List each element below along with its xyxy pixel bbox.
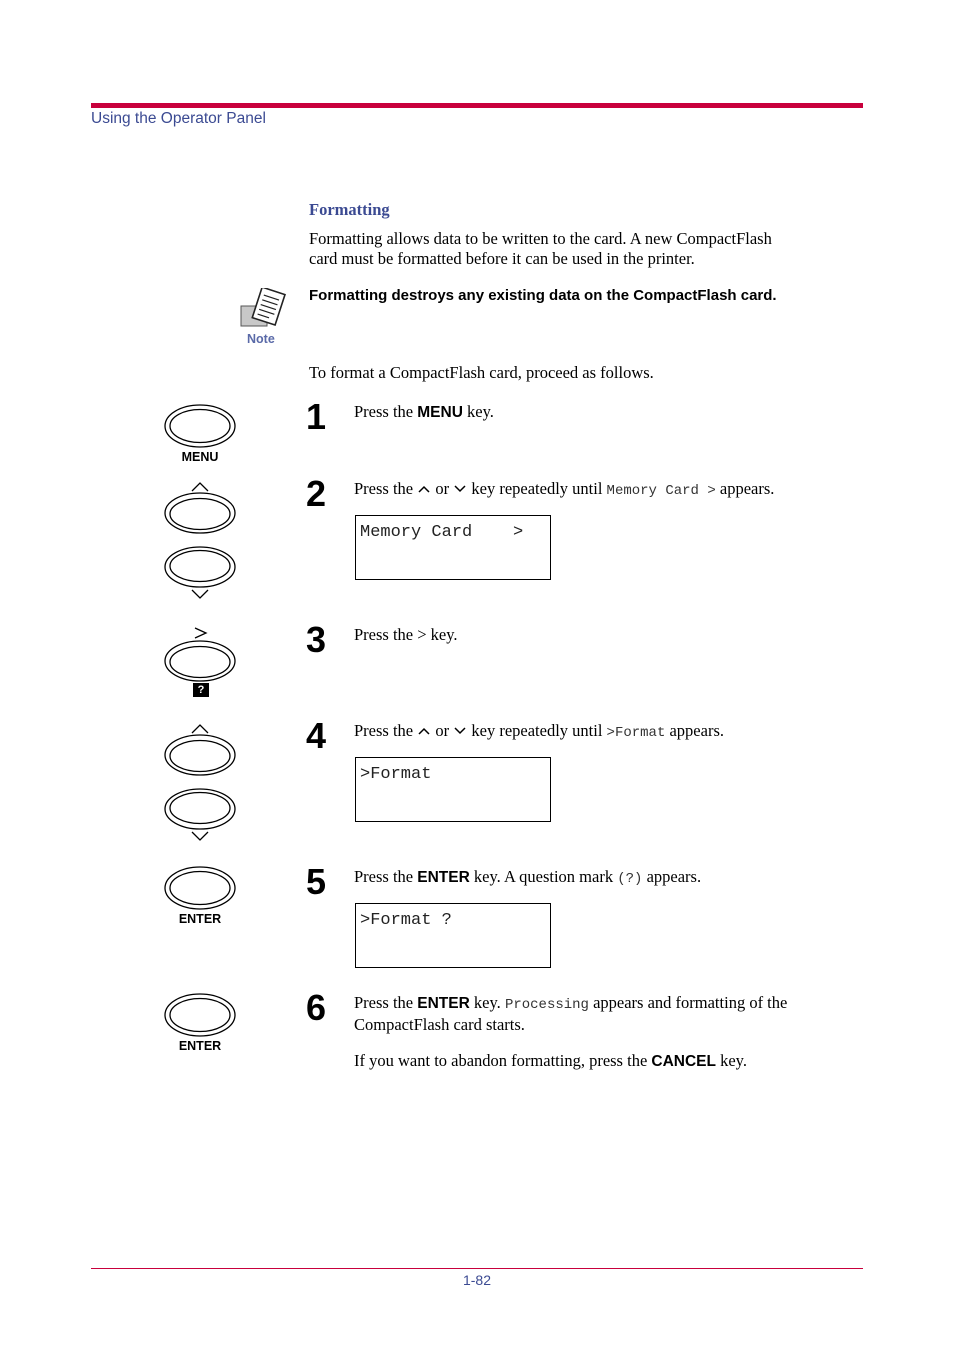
step-number-4: 4 <box>306 715 327 756</box>
page-number: 1-82 <box>462 1272 492 1288</box>
caret-up-icon <box>417 484 431 494</box>
intro-paragraph <box>309 229 772 268</box>
caret-down-icon <box>453 726 467 736</box>
up-down-keys-icon <box>160 480 240 605</box>
menu-key-icon <box>160 402 240 452</box>
code-format: >Format <box>606 725 666 741</box>
intro-line-2: card must be formatted before it can be used in the printer. <box>309 248 695 268</box>
lcd-display-format: >Format <box>355 757 551 822</box>
step-6-cancel-text: If you want to abandon formatting, press the CANCEL key. <box>354 1051 747 1070</box>
note-icon <box>238 288 288 332</box>
note-label: Note <box>247 332 275 346</box>
step-number-6: 6 <box>306 987 327 1028</box>
intro-line-1: Formatting allows data to be written to the card. A new CompactFlash <box>309 229 772 248</box>
cancel-key-ref: CANCEL <box>651 1053 716 1070</box>
enter-key-ref: ENTER <box>417 869 470 886</box>
header-rule <box>91 103 863 108</box>
step-number-5: 5 <box>306 861 327 902</box>
menu-key-label: MENU <box>181 450 219 464</box>
enter-key-label: ENTER <box>178 912 222 926</box>
enter-key-icon-2 <box>160 991 240 1041</box>
step-4-text: Press the or key repeatedly until >Format appears. <box>354 721 724 741</box>
footer-rule <box>91 1268 863 1269</box>
step-number-2: 2 <box>306 473 327 514</box>
code-processing: Processing <box>504 997 589 1013</box>
step-6-text: Press the ENTER key. Processing appears and formatting of the CompactFlash card starts. <box>354 993 788 1034</box>
step-2-text: Press the or key repeatedly until Memory Card > appears. <box>354 479 775 499</box>
lcd-display-format-question: >Format ? <box>355 903 551 968</box>
caret-down-icon <box>453 484 467 494</box>
enter-key-icon <box>160 864 240 914</box>
menu-key-ref: MENU <box>417 404 463 421</box>
code-memory-card: Memory Card > <box>606 483 716 499</box>
up-down-keys-icon-2 <box>160 722 240 847</box>
caret-up-icon <box>417 726 431 736</box>
note-text: Formatting destroys any existing data on the CompactFlash card. <box>309 287 777 304</box>
right-key-icon <box>160 625 240 685</box>
question-key-badge: ? <box>193 683 209 697</box>
step-number-1: 1 <box>306 396 327 437</box>
step-5-text: Press the ENTER key. A question mark (?) appears. <box>354 867 702 887</box>
step-number-3: 3 <box>306 619 327 660</box>
running-header: Using the Operator Panel <box>91 110 266 127</box>
lead-text: To format a CompactFlash card, proceed as follows. <box>309 363 654 382</box>
enter-key-ref-2: ENTER <box>417 995 470 1012</box>
step-3-text: Press the > key. <box>354 625 458 644</box>
section-title: Formatting <box>309 200 390 219</box>
step-1-text: Press the MENU key. <box>354 402 494 421</box>
enter-key-label-2: ENTER <box>178 1039 222 1053</box>
lcd-display-memory-card: Memory Card > <box>355 515 551 580</box>
code-question-mark: (?) <box>617 871 643 887</box>
